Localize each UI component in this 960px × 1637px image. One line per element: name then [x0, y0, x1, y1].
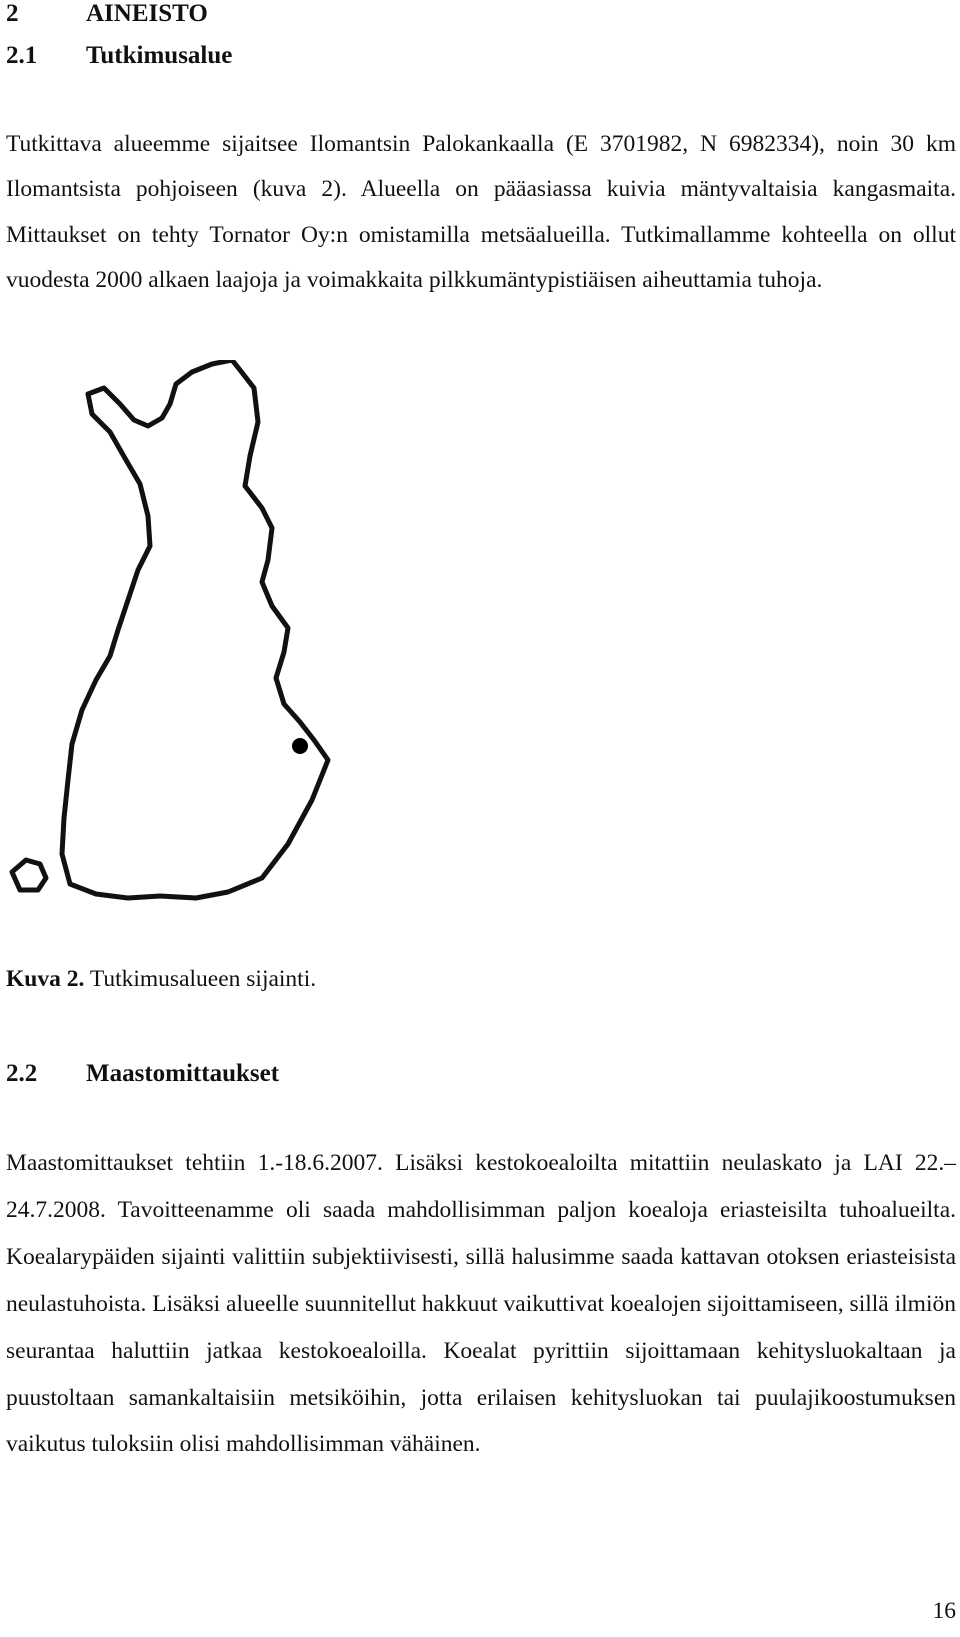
section-number: 2.1 [6, 42, 38, 69]
section-title: AINEISTO [86, 0, 208, 27]
paragraph-tutkimusalue: Tutkittava alueemme sijaitsee Ilomantsin Palokankaalla (E 3701982, N 6982334), noin 30 km Ilomantsista pohjoiseen (kuva 2). Alueella on pääasiassa kuivia mäntyvaltaisia kangasmaita. Mittaukset on tehty Tornator Oy:n omistamilla metsäalueilla. Tutkimallamme kohteella on ollut vuodesta 2000 alkaen laajoja ja voimakkaita pilkkumäntypistiäisen aiheuttamia tuhoja. [6, 131, 956, 294]
section-title: Tutkimusalue [86, 42, 233, 69]
figure-caption [6, 966, 316, 993]
page-number: 16 [932, 1598, 956, 1624]
study-area-marker [292, 738, 308, 754]
finland-map-figure [0, 360, 340, 940]
section-heading-maastomittaukset [6, 1060, 279, 1088]
section-title: Maastomittaukset [86, 1060, 280, 1087]
paragraph-maastomittaukset: Maastomittaukset tehtiin 1.-18.6.2007. Lisäksi kestokoealoilta mitattiin neulaskato ja LAI 22.–24.7.2008. Tavoitteenamme oli saada mahdollisimman paljon koealoja eriasteisilta tuhoalueilta. Koealarypäiden sijainti valittiin subjektiivisesti, sillä halusimme saada kattavan otoksen eriasteisista neulastuhoista. Lisäksi alueelle suunnitellut hakkuut vaikuttivat koealojen sijoittamiseen, sillä ilmiön seurantaa haluttiin jatkaa kestokoealoilla. Koealat pyrittiin sijoittamaan kehitysluokaltaan ja puustoltaan samankaltaisiin metsiköihin, jotta erilaisen kehitysluokan tai puulajikoostumuksen vaikutus tuloksiin olisi mahdollisimman vähäinen. [6, 1150, 956, 1458]
section-number: 2.2 [6, 1060, 38, 1087]
section-number: 2 [6, 0, 19, 27]
section-heading-aineisto [6, 0, 208, 28]
aland-islands [12, 860, 46, 890]
section-heading-tutkimusalue [6, 42, 232, 70]
finland-outline [62, 360, 328, 898]
figure-caption-text: Tutkimusalueen sijainti. [89, 966, 317, 992]
figure-label: Kuva 2. [6, 966, 85, 992]
